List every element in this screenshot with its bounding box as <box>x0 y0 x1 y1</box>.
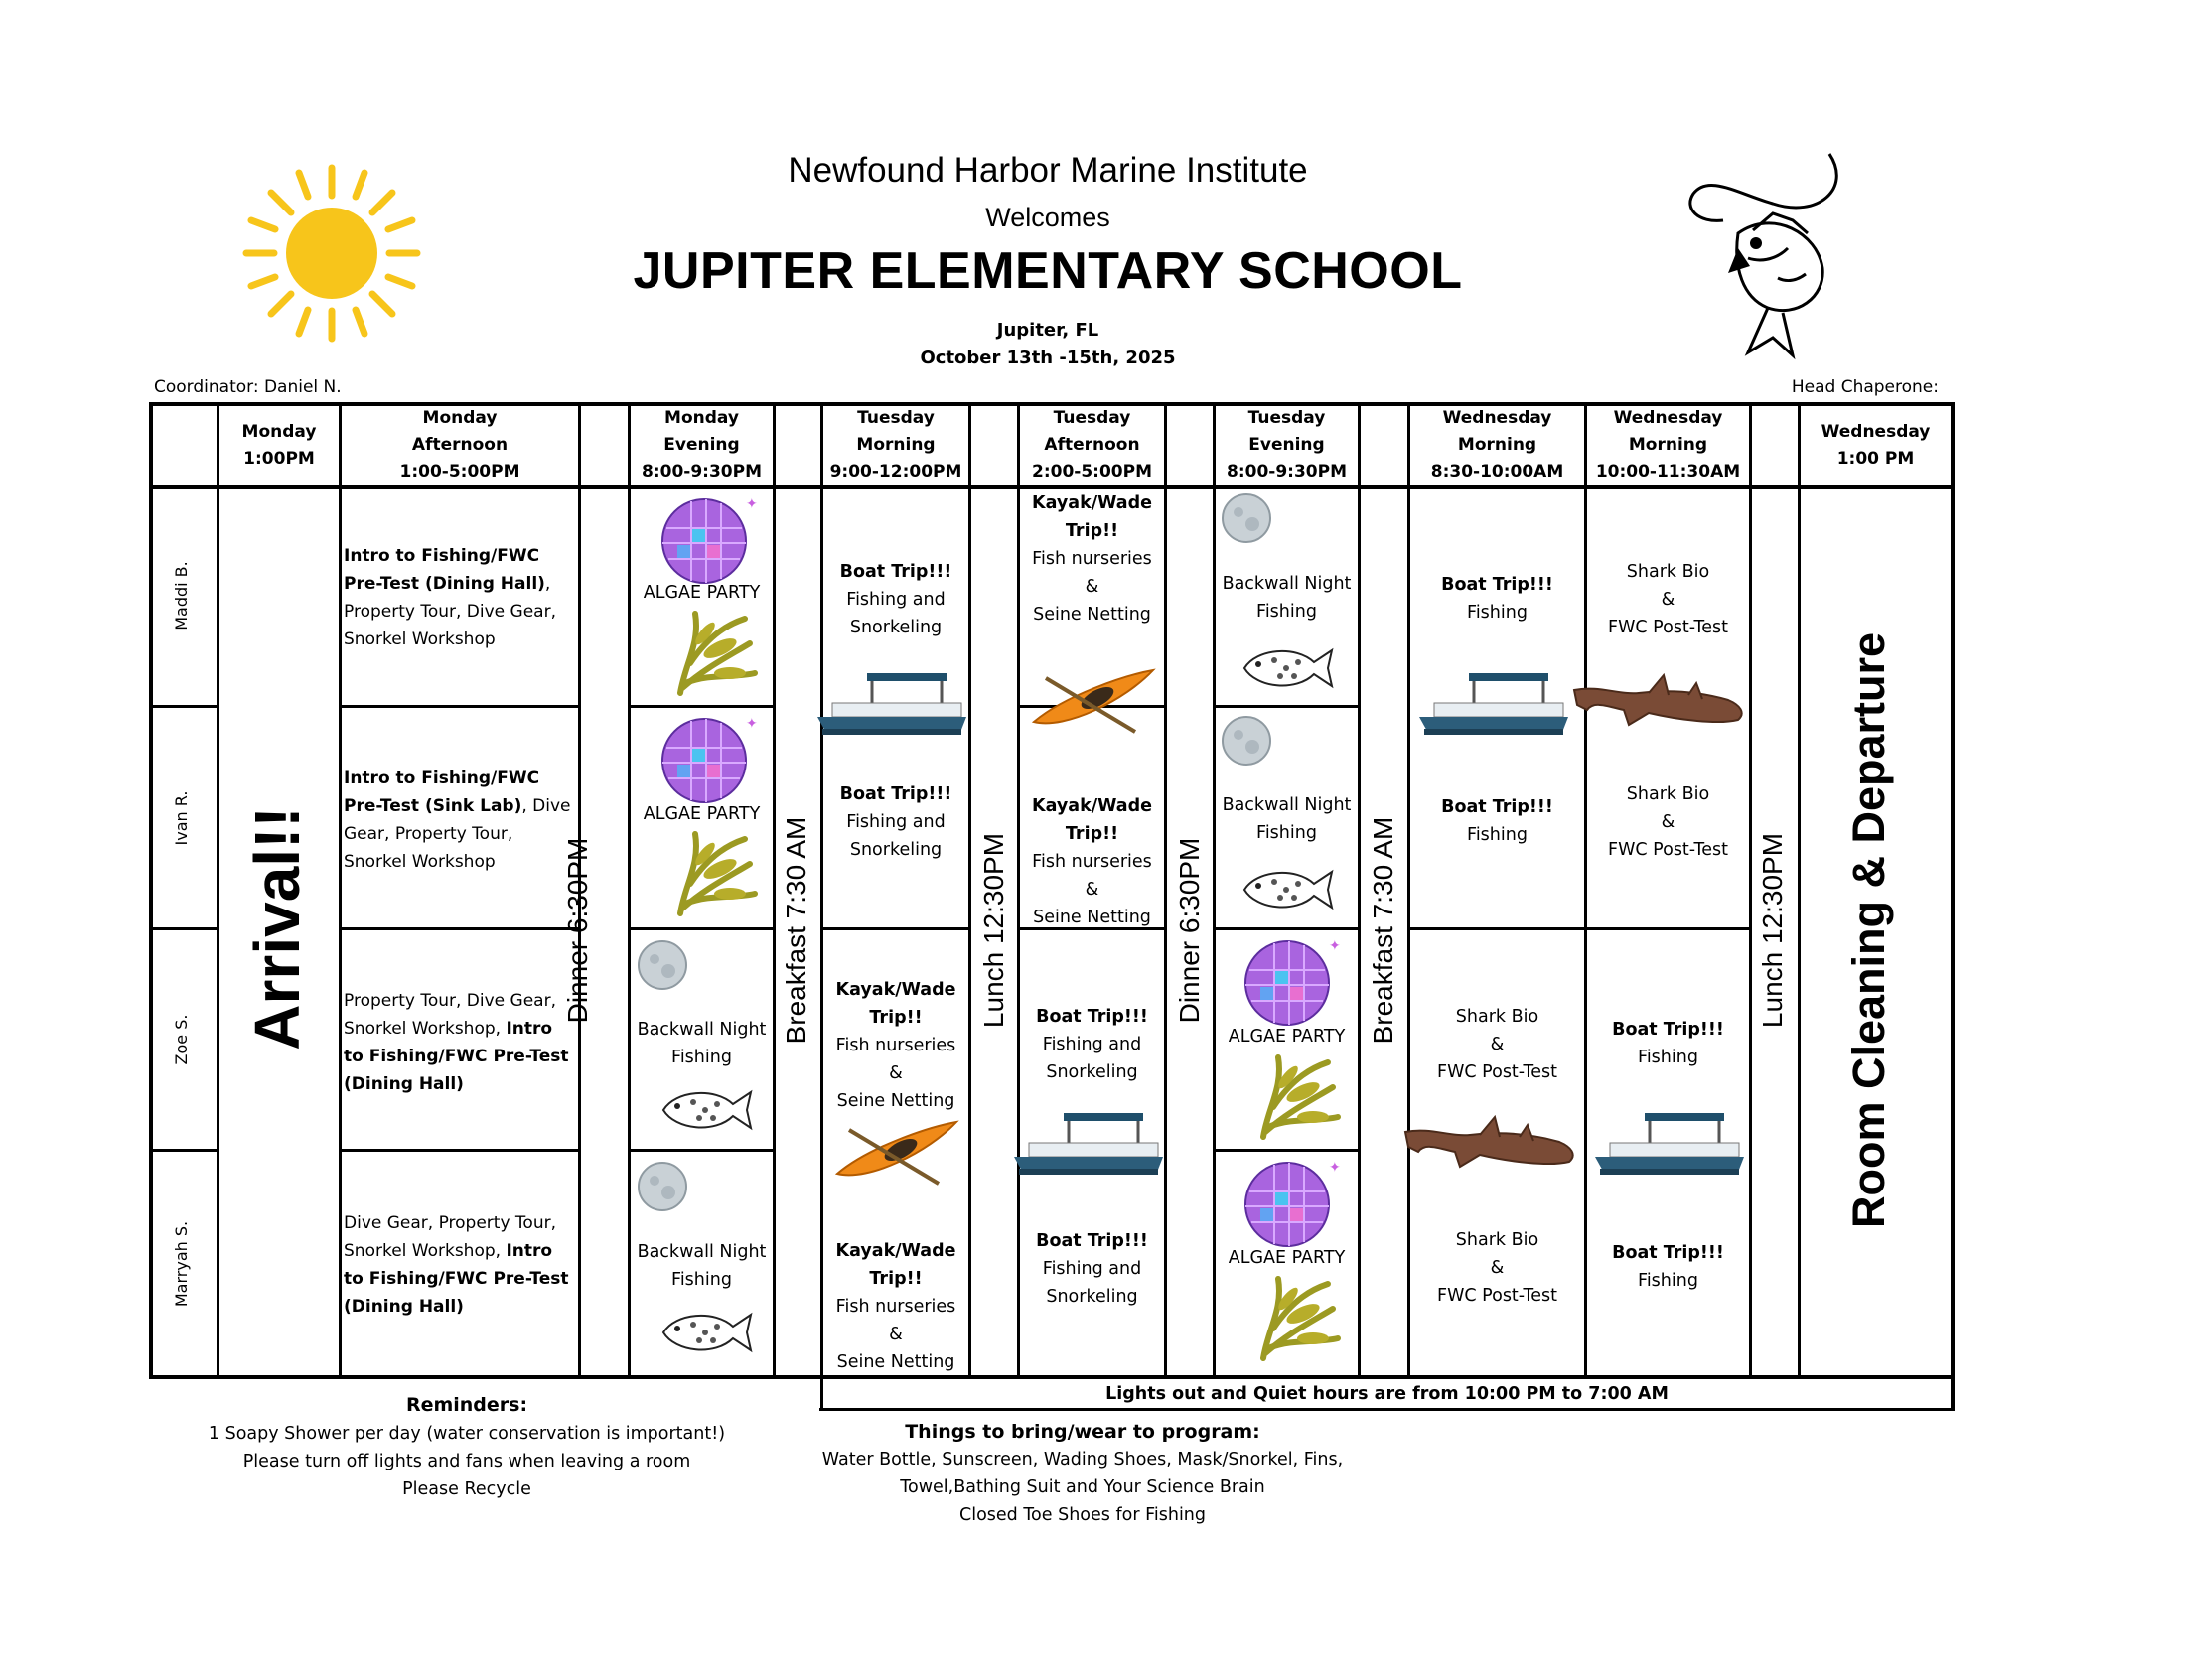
col-header-tuesday-afternoon: Tuesday Afternoon 2:00-5:00PM <box>1031 408 1152 482</box>
pontoon-boat-icon <box>1414 667 1573 747</box>
kelp-icon <box>1243 1048 1343 1142</box>
boat-trip-text: Boat Trip!!! Fishing and Snorkeling <box>1036 1007 1148 1082</box>
moon-icon <box>637 939 688 991</box>
shark-bio-text: Shark Bio & FWC Post-Test <box>1437 1230 1557 1306</box>
reminder-item: 1 Soapy Shower per day (water conservation is important!) <box>208 1424 726 1444</box>
head-chaperone-label: Head Chaperone: <box>1791 377 1939 397</box>
activity-text: Dive Gear, Property Tour, Snorkel Workshop, <box>344 1213 556 1261</box>
organization-name: Newfound Harbor Marine Institute <box>788 151 1308 190</box>
bring-title: Things to bring/wear to program: <box>905 1421 1260 1443</box>
group-label: Zoe S. <box>172 1014 191 1065</box>
activity-bold: Intro to Fishing/FWC Pre-Test (Sink Lab) <box>344 769 540 816</box>
activity-bold: Intro to Fishing/FWC Pre-Test (Dining Hall) <box>344 1019 569 1094</box>
grouper-fish-icon <box>1237 862 1336 916</box>
welcome-text: Welcomes <box>985 203 1110 232</box>
boat-trip-text: Boat Trip!!! Fishing <box>1612 1020 1724 1067</box>
school-name: JUPITER ELEMENTARY SCHOOL <box>633 242 1463 300</box>
grouper-fish-icon <box>656 1082 755 1137</box>
moon-icon <box>637 1161 688 1212</box>
backwall-night-text: Backwall Night Fishing <box>637 1242 767 1290</box>
algae-party-label: ALGAE PARTY <box>643 804 761 824</box>
kelp-icon <box>660 604 760 698</box>
bring-item: Closed Toe Shoes for Fishing <box>959 1505 1206 1525</box>
program-dates: October 13th -15th, 2025 <box>920 348 1176 368</box>
reminder-item: Please turn off lights and fans when leaving a room <box>242 1452 691 1471</box>
backwall-night-text: Backwall Night Fishing <box>1222 574 1352 622</box>
breakfast-label: Breakfast 7:30 AM <box>781 816 811 1045</box>
nurse-shark-icon <box>1569 665 1748 740</box>
reminders-section <box>159 1390 775 1503</box>
group-label: Ivan R. <box>172 790 191 846</box>
boat-trip-text: Boat Trip!!! Fishing <box>1612 1243 1724 1291</box>
col-header-monday-afternoon: Monday Afternoon 1:00-5:00PM <box>399 408 520 482</box>
kayak-icon <box>1026 660 1160 740</box>
quiet-hours-note: Lights out and Quiet hours are from 10:00 PM to 7:00 AM <box>1105 1384 1669 1404</box>
algae-party-label: ALGAE PARTY <box>1228 1027 1346 1047</box>
svg-text:✦: ✦ <box>1329 1159 1341 1175</box>
boat-trip-text: Boat Trip!!! Fishing <box>1441 797 1553 845</box>
algae-party-label: ALGAE PARTY <box>1228 1248 1346 1268</box>
col-header-tuesday-morning: Tuesday Morning 9:00-12:00PM <box>829 408 962 482</box>
kayak-trip-text: Kayak/Wade Trip!! Fish nurseries & Seine Netting <box>1032 796 1152 927</box>
monday-afternoon-cell <box>344 1209 576 1321</box>
col-header-tuesday-evening: Tuesday Evening 8:00-9:30PM <box>1226 408 1347 482</box>
coordinator-label: Coordinator: Daniel N. <box>154 377 342 397</box>
pontoon-boat-icon <box>812 667 971 747</box>
grouper-fish-icon <box>1237 640 1336 695</box>
monday-afternoon-cell <box>344 987 576 1098</box>
pontoon-boat-icon <box>1590 1107 1749 1187</box>
moon-icon <box>1221 715 1272 767</box>
reminder-item: Please Recycle <box>402 1479 531 1499</box>
activity-text: , Property Tour, Dive Gear, Snorkel Workshop <box>344 574 556 649</box>
boat-trip-text: Boat Trip!!! Fishing <box>1441 575 1553 623</box>
monday-afternoon-cell <box>344 542 576 653</box>
backwall-night-text: Backwall Night Fishing <box>1222 795 1352 843</box>
svg-text:✦: ✦ <box>746 715 758 731</box>
disco-ball-icon <box>1239 1157 1339 1251</box>
backwall-night-text: Backwall Night Fishing <box>637 1020 767 1067</box>
monday-afternoon-cell <box>344 765 576 876</box>
col-header-monday-evening: Monday Evening 8:00-9:30PM <box>641 408 762 482</box>
disco-ball-icon <box>1239 935 1339 1030</box>
svg-text:✦: ✦ <box>746 495 758 511</box>
breakfast-label: Breakfast 7:30 AM <box>1368 816 1398 1045</box>
col-header-wednesday-1pm: Wednesday 1:00 PM <box>1821 421 1931 469</box>
pontoon-boat-icon <box>1009 1107 1168 1187</box>
kelp-icon <box>660 824 760 918</box>
group-label: Marryah S. <box>172 1220 191 1308</box>
boat-trip-text: Boat Trip!!! Fishing and Snorkeling <box>839 784 952 860</box>
kelp-icon <box>1243 1269 1343 1363</box>
kayak-icon <box>829 1112 963 1191</box>
col-header-wednesday-morning-1: Wednesday Morning 8:30-10:00AM <box>1430 408 1564 482</box>
svg-text:✦: ✦ <box>1329 937 1341 953</box>
boat-trip-text: Boat Trip!!! Fishing and Snorkeling <box>1036 1231 1148 1307</box>
boat-trip-text: Boat Trip!!! Fishing and Snorkeling <box>839 562 952 637</box>
shark-bio-text: Shark Bio & FWC Post-Test <box>1608 562 1728 637</box>
lunch-label: Lunch 12:30PM <box>978 832 1009 1029</box>
bring-item: Towel,Bathing Suit and Your Science Brain <box>900 1477 1265 1497</box>
activity-text: Property Tour, Dive Gear, Snorkel Workshop, <box>344 991 556 1039</box>
disco-ball-icon <box>656 713 756 807</box>
kayak-trip-text: Kayak/Wade Trip!! Fish nurseries & Seine Netting <box>835 1241 956 1372</box>
disco-ball-icon <box>656 493 756 588</box>
bring-item: Water Bottle, Sunscreen, Wading Shoes, Mask/Snorkel, Fins, <box>821 1450 1344 1470</box>
bring-list-section <box>785 1418 1381 1529</box>
departure-label: Room Cleaning & Departure <box>1843 631 1894 1228</box>
activity-text: , Dive Gear, Property Tour, Snorkel Workshop <box>344 796 571 872</box>
kayak-trip-text: Kayak/Wade Trip!! Fish nurseries & Seine Netting <box>1032 493 1152 625</box>
group-label: Maddi B. <box>172 561 191 630</box>
kayak-trip-text: Kayak/Wade Trip!! Fish nurseries & Seine Netting <box>835 980 956 1111</box>
lunch-label: Lunch 12:30PM <box>1757 832 1788 1029</box>
reminders-title: Reminders: <box>405 1394 528 1416</box>
col-header-monday-1pm: Monday 1:00PM <box>241 421 317 469</box>
activity-bold: Intro to Fishing/FWC Pre-Test (Dining Hall) <box>344 1241 569 1317</box>
dinner-label: Dinner 6:30PM <box>562 837 593 1024</box>
moon-icon <box>1221 492 1272 544</box>
shark-bio-text: Shark Bio & FWC Post-Test <box>1608 784 1728 860</box>
dinner-label: Dinner 6:30PM <box>1174 837 1205 1024</box>
nurse-shark-icon <box>1400 1107 1579 1182</box>
col-header-wednesday-morning-2: Wednesday Morning 10:00-11:30AM <box>1595 408 1741 482</box>
shark-bio-text: Shark Bio & FWC Post-Test <box>1437 1007 1557 1082</box>
activity-bold: Intro to Fishing/FWC Pre-Test (Dining Hall) <box>344 546 545 594</box>
school-location: Jupiter, FL <box>996 320 1099 341</box>
algae-party-label: ALGAE PARTY <box>643 583 761 603</box>
arrival-label: Arrival!! <box>241 806 313 1050</box>
grouper-fish-icon <box>656 1305 755 1359</box>
